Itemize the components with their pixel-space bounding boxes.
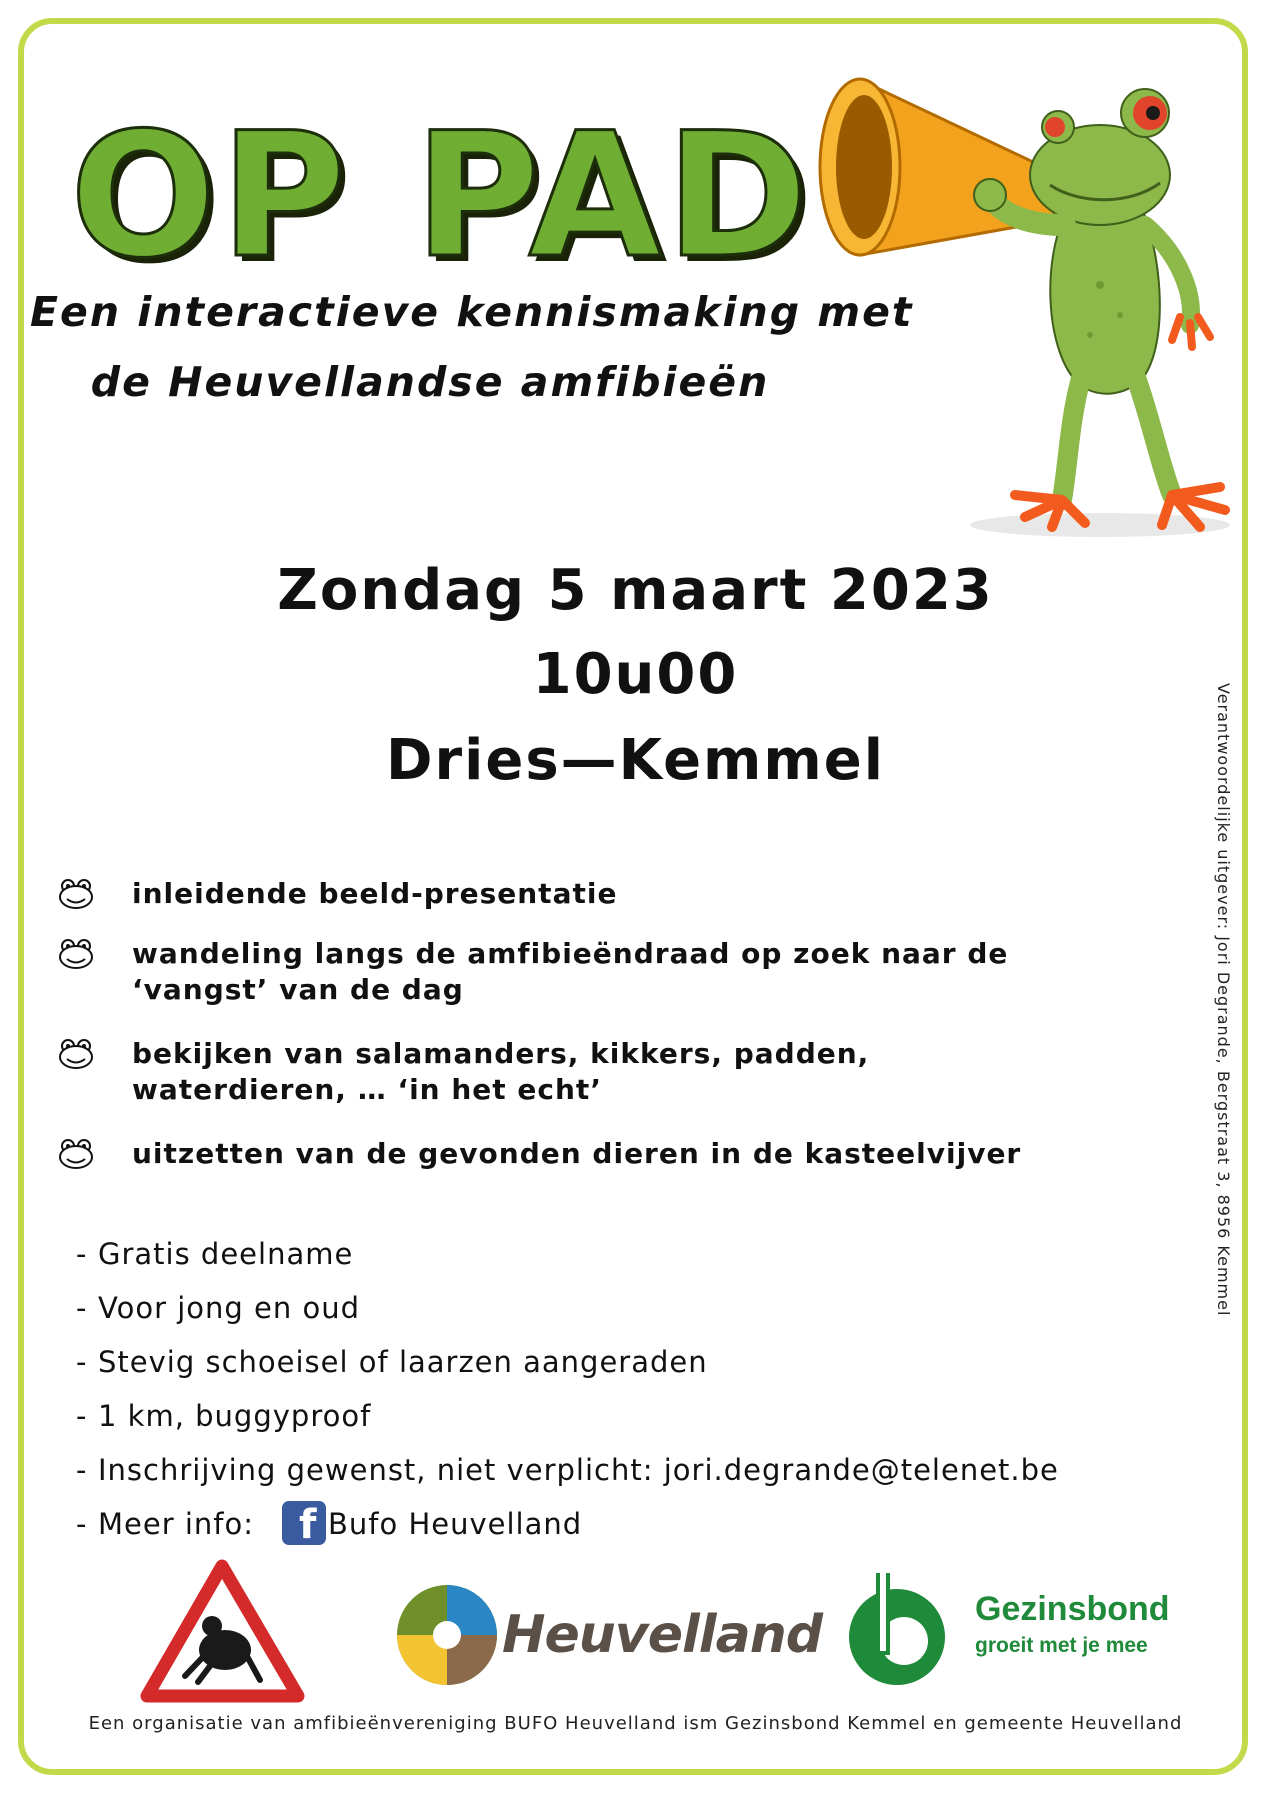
event-date: Zondag 5 maart 2023 <box>277 558 994 623</box>
info-item: - Gratis deelname <box>76 1237 354 1271</box>
subtitle-line-2: de Heuvellandse amfibieën <box>90 358 770 406</box>
gezinsbond-tagline: groeit met je mee <box>975 1634 1148 1657</box>
publisher-text: Verantwoordelijke uitgever: Jori Degrande, Bergstraat 3, 8956 Kemmel <box>1214 683 1233 1317</box>
footer-note: Een organisatie van amfibieënvereniging BUFO Heuvelland ism Gezinsbond Kemmel en gemeente Heuvelland <box>88 1713 1183 1734</box>
activity-text: bekijken van salamanders, kikkers, padden, waterdieren, … ‘in het echt’ <box>132 1037 870 1106</box>
more-info-label: Meer info: <box>98 1507 255 1541</box>
info-item: - Inschrijving gewenst, niet verplicht: jori.degrande@telenet.be <box>76 1453 1059 1487</box>
frog-megaphone-illustration <box>800 55 1240 555</box>
info-item: - Stevig schoeisel of laarzen aangeraden <box>76 1345 708 1379</box>
frog-face-icon <box>58 1038 94 1070</box>
info-item: - Voor jong en oud <box>76 1291 360 1325</box>
info-text: Gratis deelname <box>98 1237 354 1271</box>
heuvelland-wordmark: Heuvelland <box>502 1605 822 1665</box>
activity-text: uitzetten van de gevonden dieren in de kasteelvijver <box>132 1137 1022 1170</box>
facebook-glyph: f <box>299 1502 318 1548</box>
activity-text: wandeling langs de amfibieëndraad op zoek naar de ‘vangst’ van de dag <box>132 937 1009 1006</box>
toad-crossing-sign-logo <box>140 1558 305 1703</box>
publisher-note <box>1205 683 1235 1333</box>
gezinsbond-name: Gezinsbond <box>975 1590 1170 1628</box>
info-text: Stevig schoeisel of laarzen aangeraden <box>98 1345 708 1379</box>
more-info: - Meer info: f Bufo Heuvelland <box>76 1502 583 1548</box>
frog-face-icon <box>58 1138 94 1170</box>
event-location: Dries—Kemmel <box>386 728 885 793</box>
frog-face-icon <box>58 938 94 970</box>
gezinsbond-logo <box>842 1565 952 1695</box>
frog-face-icon <box>58 878 94 910</box>
poster-title: OP PAD <box>70 95 813 296</box>
activity-text: inleidende beeld-presentatie <box>132 877 618 910</box>
facebook-icon[interactable] <box>282 1501 326 1548</box>
info-text: 1 km, buggyproof <box>98 1399 372 1433</box>
subtitle-line-1: Een interactieve kennismaking met <box>30 288 914 336</box>
facebook-page-link[interactable]: Bufo Heuvelland <box>328 1507 583 1541</box>
event-time: 10u00 <box>532 642 739 707</box>
info-item: - 1 km, buggyproof <box>76 1399 372 1433</box>
info-text: Voor jong en oud <box>98 1291 360 1325</box>
info-text: Inschrijving gewenst, niet verplicht: jori.degrande@telenet.be <box>98 1453 1059 1487</box>
